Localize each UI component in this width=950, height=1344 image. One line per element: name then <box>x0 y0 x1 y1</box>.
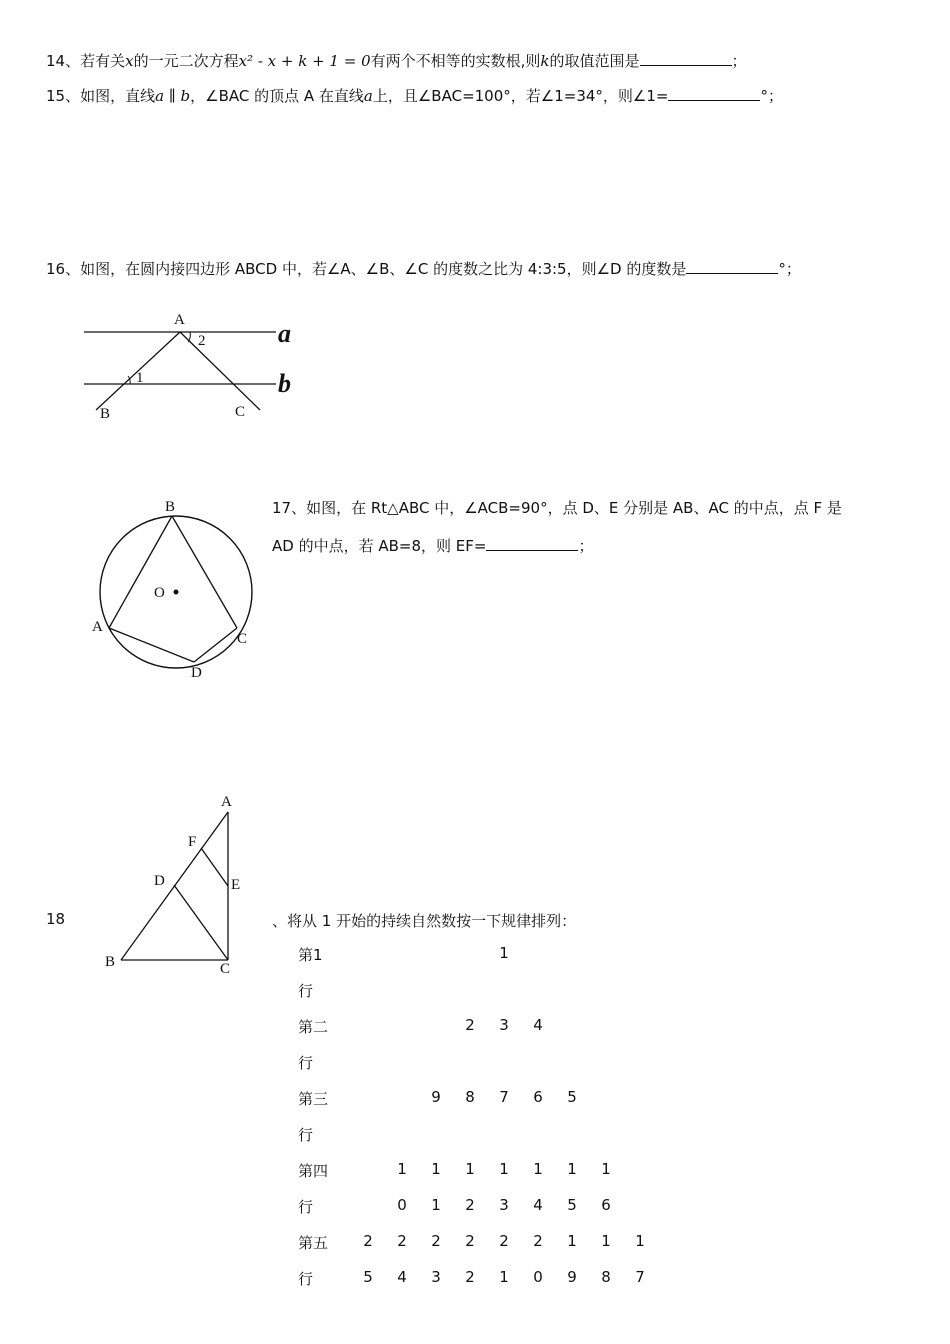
number-cell: 1 <box>635 1232 645 1250</box>
variable-a: a <box>363 87 373 105</box>
punctuation: °； <box>760 87 783 105</box>
row-label-suffix: 行 <box>298 982 314 1000</box>
label-2: 2 <box>198 333 206 349</box>
number-cell: 5 <box>567 1196 577 1214</box>
number-cell: 3 <box>499 1196 509 1214</box>
number-cell: 2 <box>431 1232 441 1250</box>
number-cell: 2 <box>533 1232 543 1250</box>
question-number: 16、 <box>46 260 81 278</box>
label-D: D <box>154 873 165 889</box>
row-label: 第二 <box>298 1018 329 1036</box>
label-B: B <box>100 406 111 422</box>
number-cell: 6 <box>533 1088 543 1106</box>
variable-x: x <box>125 52 134 70</box>
label-B: B <box>165 499 176 515</box>
number-cell: 1 <box>465 1160 475 1178</box>
label-F: F <box>188 834 197 850</box>
punctuation: ； <box>731 52 747 70</box>
question-text: 、将从 1 开始的持续自然数按一下规律排列： <box>272 912 577 930</box>
number-cell: 1 <box>533 1160 543 1178</box>
label-C: C <box>235 404 246 420</box>
number-cell: 1 <box>397 1160 407 1178</box>
punctuation: °； <box>778 260 801 278</box>
number-cell: 0 <box>533 1268 543 1286</box>
number-cell: 2 <box>363 1232 373 1250</box>
number-cell: 1 <box>601 1160 611 1178</box>
number-cell: 1 <box>431 1160 441 1178</box>
question-text: AD 的中点，若 AB=8，则 EF= <box>272 537 487 555</box>
number-cell: 2 <box>499 1232 509 1250</box>
number-cell: 5 <box>567 1088 577 1106</box>
question-number: 14、 <box>46 52 81 70</box>
number-cell: 2 <box>465 1232 475 1250</box>
number-cell: 9 <box>567 1268 577 1286</box>
parallel-expression: a ∥ b <box>155 87 191 105</box>
row-label: 第四 <box>298 1162 329 1180</box>
row-label: 第五 <box>298 1234 329 1252</box>
number-cell: 0 <box>397 1196 407 1214</box>
number-cell: 6 <box>601 1196 611 1214</box>
question-text: 若有关 <box>80 52 126 70</box>
question-text: 如图，直线 <box>80 87 156 105</box>
row-label-suffix: 行 <box>298 1270 314 1288</box>
question-text: 上，且∠BAC=100°，若∠1=34°，则∠1= <box>372 87 669 105</box>
label-A: A <box>92 619 103 635</box>
label-a: a <box>278 319 291 348</box>
number-cell: 1 <box>567 1232 577 1250</box>
number-cell: 3 <box>499 1016 509 1034</box>
number-cell: 2 <box>465 1268 475 1286</box>
number-cell: 1 <box>499 944 509 962</box>
row-label-suffix: 行 <box>298 1054 314 1072</box>
question-text: 有两个不相等的实数根,则 <box>370 52 541 70</box>
number-cell: 4 <box>397 1268 407 1286</box>
variable-k: k <box>540 52 550 70</box>
number-cell: 3 <box>431 1268 441 1286</box>
number-cell: 1 <box>567 1160 577 1178</box>
number-cell: 2 <box>465 1196 475 1214</box>
number-cell: 1 <box>499 1160 509 1178</box>
number-cell: 1 <box>601 1232 611 1250</box>
number-cell: 8 <box>465 1088 475 1106</box>
number-cell: 1 <box>431 1196 441 1214</box>
question-text: 如图，在圆内接四边形 ABCD 中，若∠A、∠B、∠C 的度数之比为 4:3:5，则∠D 的度数是 <box>80 260 687 278</box>
label-E: E <box>231 877 241 893</box>
row-label: 第三 <box>298 1090 329 1108</box>
number-cell: 9 <box>431 1088 441 1106</box>
number-cell: 7 <box>635 1268 645 1286</box>
label-D: D <box>191 665 202 681</box>
label-C: C <box>237 631 248 647</box>
row-label-suffix: 行 <box>298 1198 314 1216</box>
label-1: 1 <box>136 370 144 386</box>
question-text: 17、如图，在 Rt△ABC 中，∠ACB=90°，点 D、E 分别是 AB、AC 的中点，点 F 是 <box>272 499 842 517</box>
question-text: 的取值范围是 <box>549 52 640 70</box>
number-cell: 5 <box>363 1268 373 1286</box>
equation: x² - x + k + 1 = 0 <box>238 52 371 70</box>
label-b: b <box>278 369 291 398</box>
number-cell: 7 <box>499 1088 509 1106</box>
label-B: B <box>105 954 116 970</box>
number-cell: 2 <box>465 1016 475 1034</box>
label-A: A <box>174 312 185 328</box>
row-label-suffix: 行 <box>298 1126 314 1144</box>
number-cell: 4 <box>533 1196 543 1214</box>
question-text: ，∠BAC 的顶点 A 在直线 <box>190 87 364 105</box>
label-C: C <box>220 961 231 977</box>
number-cell: 2 <box>397 1232 407 1250</box>
row-label: 第1 <box>298 946 323 964</box>
number-cell: 1 <box>499 1268 509 1286</box>
question-number: 15、 <box>46 87 81 105</box>
label-A: A <box>221 794 232 810</box>
punctuation: ； <box>578 537 594 555</box>
question-number: 18 <box>46 910 66 928</box>
question-text: 的一元二次方程 <box>133 52 239 70</box>
number-cell: 4 <box>533 1016 543 1034</box>
label-O: O <box>154 585 165 601</box>
number-cell: 8 <box>601 1268 611 1286</box>
